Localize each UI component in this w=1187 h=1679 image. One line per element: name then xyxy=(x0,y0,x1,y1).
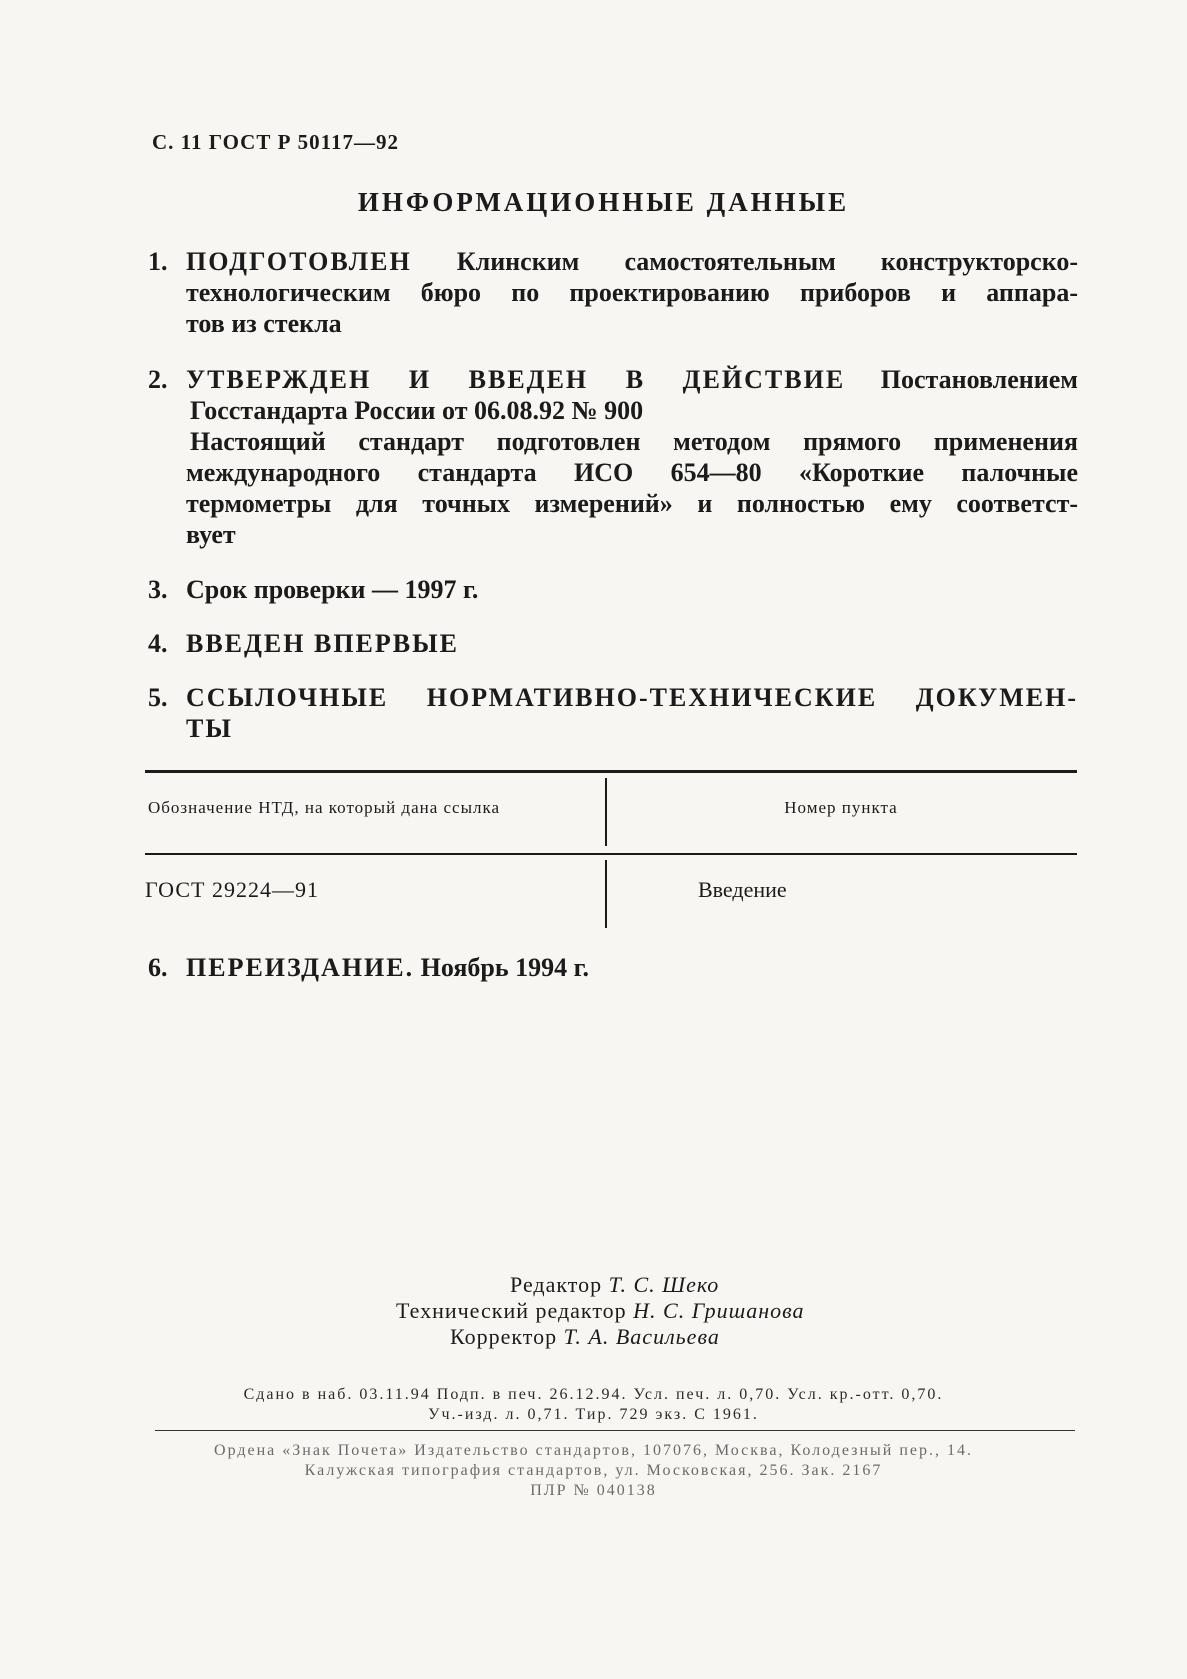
editor-name: Т. С. Шеко xyxy=(608,1272,720,1297)
item-line: вует xyxy=(186,520,236,549)
table-header-ntd: Обозначение НТД, на который дана ссылка xyxy=(148,798,501,817)
item-lead: УТВЕРЖДЕН И ВВЕДЕН В ДЕЙСТВИЕ xyxy=(186,365,846,394)
table-column-divider xyxy=(605,860,607,928)
reference-table xyxy=(145,770,1077,932)
item-2 xyxy=(148,364,1078,550)
tech-editor-name: Н. С. Гришанова xyxy=(633,1298,805,1323)
tech-editor-label: Технический редактор xyxy=(396,1298,627,1323)
item-lead: ССЫЛОЧНЫЕ НОРМАТИВНО-ТЕХНИЧЕСКИЕ ДОКУМЕН- xyxy=(186,683,1078,712)
item-number: 2. xyxy=(148,365,168,394)
item-lead: ПЕРЕИЗДАНИЕ. xyxy=(186,953,415,982)
item-3 xyxy=(148,574,1078,605)
imprint-line: Калужская типография стандартов, ул. Московская, 256. Зак. 2167 xyxy=(304,1462,883,1479)
page-header: С. 11 ГОСТ Р 50117—92 xyxy=(152,130,400,154)
item-4 xyxy=(148,628,1078,659)
table-cell-ntd: ГОСТ 29224—91 xyxy=(145,877,319,902)
item-1 xyxy=(148,246,1078,339)
item-number: 3. xyxy=(148,575,168,604)
proofreader-name: Т. А. Васильева xyxy=(563,1324,720,1349)
item-line: Клинским самостоятельным конструкторско- xyxy=(456,247,1078,276)
table-cell-clause: Введение xyxy=(698,877,787,902)
imprint-line: Сдано в наб. 03.11.94 Подп. в печ. 26.12.94. Усл. печ. л. 0,70. Усл. кр.-отт. 0,70. xyxy=(243,1386,944,1403)
item-line: Постановлением xyxy=(880,365,1079,394)
item-lead-continued: ТЫ xyxy=(186,714,233,743)
item-line: термометры для точных измерений» и полностью ему соответст- xyxy=(186,489,1078,518)
item-number: 1. xyxy=(148,247,168,276)
imprint-line: Уч.-изд. л. 0,71. Тир. 729 экз. С 1961. xyxy=(428,1406,759,1423)
item-line: международного стандарта ИСО 654—80 «Короткие палочные xyxy=(186,458,1078,487)
imprint-line: Ордена «Знак Почета» Издательство стандартов, 107076, Москва, Колодезный пер., 14. xyxy=(214,1442,973,1459)
item-line: тов из стекла xyxy=(186,309,342,338)
item-6 xyxy=(148,952,1078,983)
table-header-rule xyxy=(145,853,1077,855)
imprint-line: ПЛР № 040138 xyxy=(530,1482,657,1499)
item-5 xyxy=(148,682,1078,744)
item-line: Госстандарта России от 06.08.92 № 900 xyxy=(190,396,644,425)
item-text: Ноябрь 1994 г. xyxy=(420,953,589,982)
item-line: технологическим бюро по проектированию приборов и аппара- xyxy=(186,278,1078,307)
item-number: 4. xyxy=(148,629,168,658)
item-line: Настоящий стандарт подготовлен методом прямого применения xyxy=(190,427,1078,456)
proofreader-label: Корректор xyxy=(450,1324,558,1349)
table-header-clause: Номер пункта xyxy=(784,798,898,817)
item-text: Срок проверки — 1997 г. xyxy=(186,575,479,604)
table-top-rule xyxy=(145,770,1077,773)
item-number: 5. xyxy=(148,683,168,712)
editor-label: Редактор xyxy=(510,1272,603,1297)
document-title: ИНФОРМАЦИОННЫЕ ДАННЫЕ xyxy=(357,187,850,217)
item-number: 6. xyxy=(148,953,168,982)
imprint-rule xyxy=(155,1430,1075,1431)
item-lead: ПОДГОТОВЛЕН xyxy=(186,247,412,276)
item-lead: ВВЕДЕН ВПЕРВЫЕ xyxy=(186,629,459,658)
